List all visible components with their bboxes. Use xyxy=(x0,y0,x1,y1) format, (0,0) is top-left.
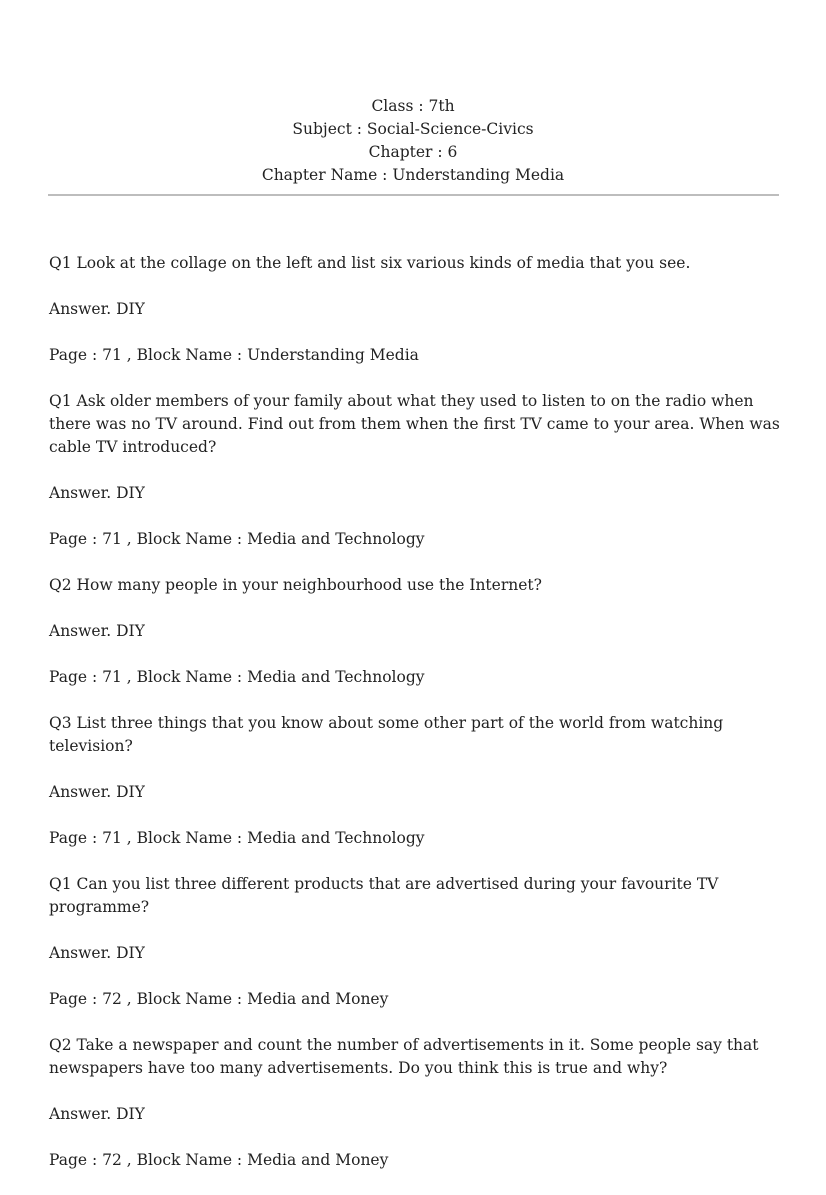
page-block-meta: Page : 71 , Block Name : Understanding Media xyxy=(49,346,419,364)
qa-entry xyxy=(49,574,784,689)
document-header xyxy=(0,95,826,187)
question-text: Q1 Can you list three different products that are advertised during your favourite TV programme? xyxy=(49,875,719,916)
chapter-name-line: Chapter Name : Understanding Media xyxy=(261,166,565,184)
class-line: Class : 7th xyxy=(371,97,455,115)
question-text: Q3 List three things that you know about some other part of the world from watching television? xyxy=(49,714,724,755)
question-text: Q2 How many people in your neighbourhood use the Internet? xyxy=(49,576,542,594)
page-block-meta: Page : 71 , Block Name : Media and Technology xyxy=(49,668,425,686)
header-divider xyxy=(48,194,779,196)
answer-text: Answer. DIY xyxy=(49,783,145,801)
question-text: Q1 Look at the collage on the left and list six various kinds of media that you see. xyxy=(49,254,691,272)
qa-entry xyxy=(49,873,784,1011)
qa-entry xyxy=(49,1034,784,1172)
answer-text: Answer. DIY xyxy=(49,1105,145,1123)
page-block-meta: Page : 71 , Block Name : Media and Technology xyxy=(49,829,425,847)
question-text: Q2 Take a newspaper and count the number of advertisements in it. Some people say that newspapers have too many advertisements. Do you think this is true and why? xyxy=(49,1036,759,1077)
question-list xyxy=(49,252,784,1195)
qa-entry xyxy=(49,390,784,551)
page-block-meta: Page : 72 , Block Name : Media and Money xyxy=(49,1151,389,1169)
subject-line: Subject : Social-Science-Civics xyxy=(292,120,534,138)
question-text: Q1 Ask older members of your family about what they used to listen to on the radio when there was no TV around. Find out from them when the first TV came to your area. When was cable TV introduced? xyxy=(49,392,780,456)
qa-entry xyxy=(49,252,784,367)
answer-text: Answer. DIY xyxy=(49,484,145,502)
answer-text: Answer. DIY xyxy=(49,944,145,962)
qa-entry xyxy=(49,712,784,850)
chapter-line: Chapter : 6 xyxy=(368,143,458,161)
answer-text: Answer. DIY xyxy=(49,300,145,318)
page-block-meta: Page : 72 , Block Name : Media and Money xyxy=(49,990,389,1008)
answer-text: Answer. DIY xyxy=(49,622,145,640)
page-block-meta: Page : 71 , Block Name : Media and Technology xyxy=(49,530,425,548)
